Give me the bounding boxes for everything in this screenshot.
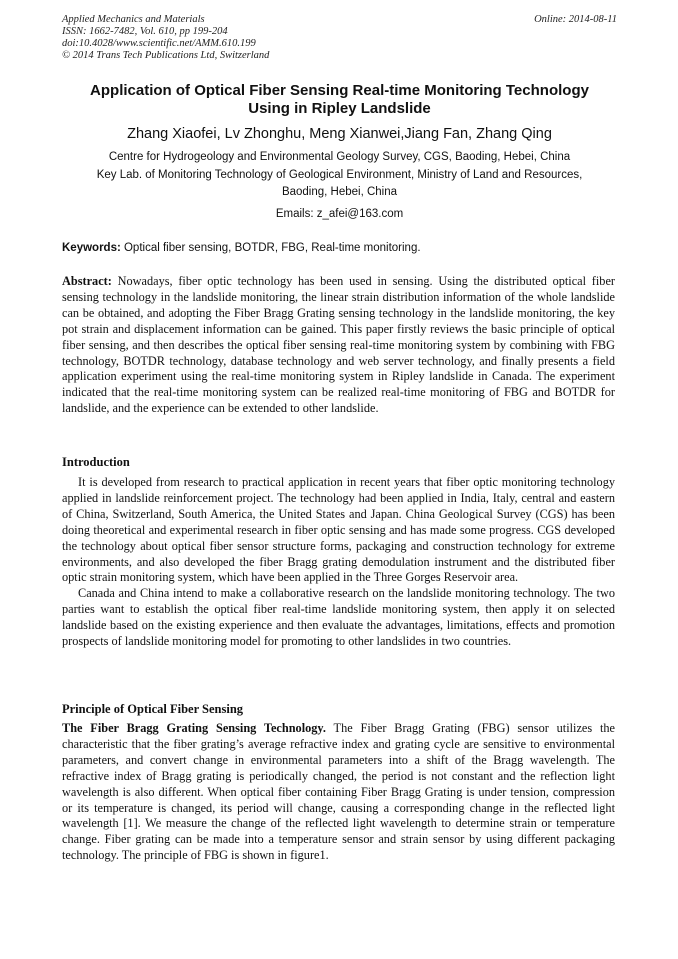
- affiliation-2-line-2: Baoding, Hebei, China: [281, 186, 398, 198]
- fbg-section: [62, 721, 615, 864]
- online-date: Online: 2014-08-11: [534, 14, 617, 25]
- title-line-1: Application of Optical Fiber Sensing Real-time Monitoring Technology: [90, 82, 589, 99]
- keywords-text: Optical fiber sensing, BOTDR, FBG, Real-time monitoring.: [120, 242, 421, 254]
- copyright-line: © 2014 Trans Tech Publications Ltd, Switzerland: [62, 50, 270, 61]
- paper-title: [62, 82, 617, 118]
- introduction-paragraph-2: Canada and China intend to make a collaborative research on the landslide monitoring technology. The two parties want to establish the optical fiber real-time landslide monitoring system, then apply it on selected landslide based on the existing experience and then evaluate the advantages, limitations, effects and promotion prospects of landslide monitoring model for promoting to other landslides in two countries.: [62, 586, 615, 649]
- introduction-heading: Introduction: [62, 455, 130, 469]
- journal-header: [62, 14, 617, 62]
- emails: Emails: z_afei@163.com: [275, 208, 404, 220]
- introduction-body: [62, 475, 615, 650]
- affiliation-1: Centre for Hydrogeology and Environmental Geology Survey, CGS, Baoding, Hebei, China: [108, 151, 571, 163]
- introduction-paragraph-1: It is developed from research to practical application in recent years that fiber optic monitoring technology applied in landslide reinforcement project. The technology had been applied in India, Italy, central and eastern of China, Switzerland, South America, the United States and Japan. China Geological Survey (CGS) has been doing theoretical and experimental research in fiber optic sensing and has made some progress. CGS developed the technology about optical fiber sensor structure forms, packaging and construction technology for extreme environments, and also developed the fiber Bragg grating demodulation instrument and the distributed fiber optic strain monitoring system, which have been applied in the Three Gorges Reservoir area.: [62, 475, 615, 585]
- keywords-label: Keywords:: [62, 242, 121, 254]
- doi-line: doi:10.4028/www.scientific.net/AMM.610.199: [62, 38, 256, 49]
- abstract-label: Abstract:: [62, 274, 112, 288]
- fbg-text: The Fiber Bragg Grating (FBG) sensor utilizes the characteristic that the fiber grating’s average refractive index and grating cycle are sensitive to environmental parameters, and convert change in environmental parameters into a shift of the Bragg wavelength. The refractive index of Bragg grating is periodically changed, the period is not constant and the reflection light wavelength is also different. When optical fiber containing Fiber Bragg Grating is under tension, compression or its temperature is changed, its period will change, causing a corresponding change in the reflected light wavelength [1]. We measure the change of the reflected light wavelength to determine strain or temperature change. Fiber grating can be made into a temperature sensor and strain sensor by using different packaging technology. The principle of FBG is shown in figure1.: [62, 721, 615, 863]
- title-line-2: Using in Ripley Landslide: [248, 100, 431, 117]
- principle-heading: Principle of Optical Fiber Sensing: [62, 702, 244, 716]
- journal-name: Applied Mechanics and Materials: [62, 14, 205, 25]
- abstract: [62, 274, 615, 417]
- affiliation-2-line-1: Key Lab. of Monitoring Technology of Geological Environment, Ministry of Land and Resources,: [96, 169, 583, 181]
- keywords: [62, 241, 617, 256]
- abstract-text: Nowadays, fiber optic technology has been used in sensing. Using the distributed optical fiber sensing technology in the landslide monitoring, the linear strain distribution information of the whole landslide can be obtained, and adopting the Fiber Bragg Grating sensing technology in the landslide monitoring, the key pot strain and displacement information can be gained. This paper firstly reviews the basic principle of optical fiber sensing, and then describes the optical fiber sensing real-time monitoring system by combining with FBG technology, BOTDR technology, database technology and web server technology, and finally presents a field application experiment using the real-time monitoring system in Ripley landslide in Canada. The experiment indicated that the real-time monitoring system can be realized real-time monitoring of FBG and BOTDR for landslide, and the experience can be extended to other landslide.: [62, 274, 615, 416]
- author-list: Zhang Xiaofei, Lv Zhonghu, Meng Xianwei,Jiang Fan, Zhang Qing: [127, 126, 552, 142]
- fbg-subheading: The Fiber Bragg Grating Sensing Technology.: [62, 721, 326, 735]
- affiliation-2: [62, 167, 617, 201]
- issn-line: ISSN: 1662-7482, Vol. 610, pp 199-204: [62, 26, 228, 37]
